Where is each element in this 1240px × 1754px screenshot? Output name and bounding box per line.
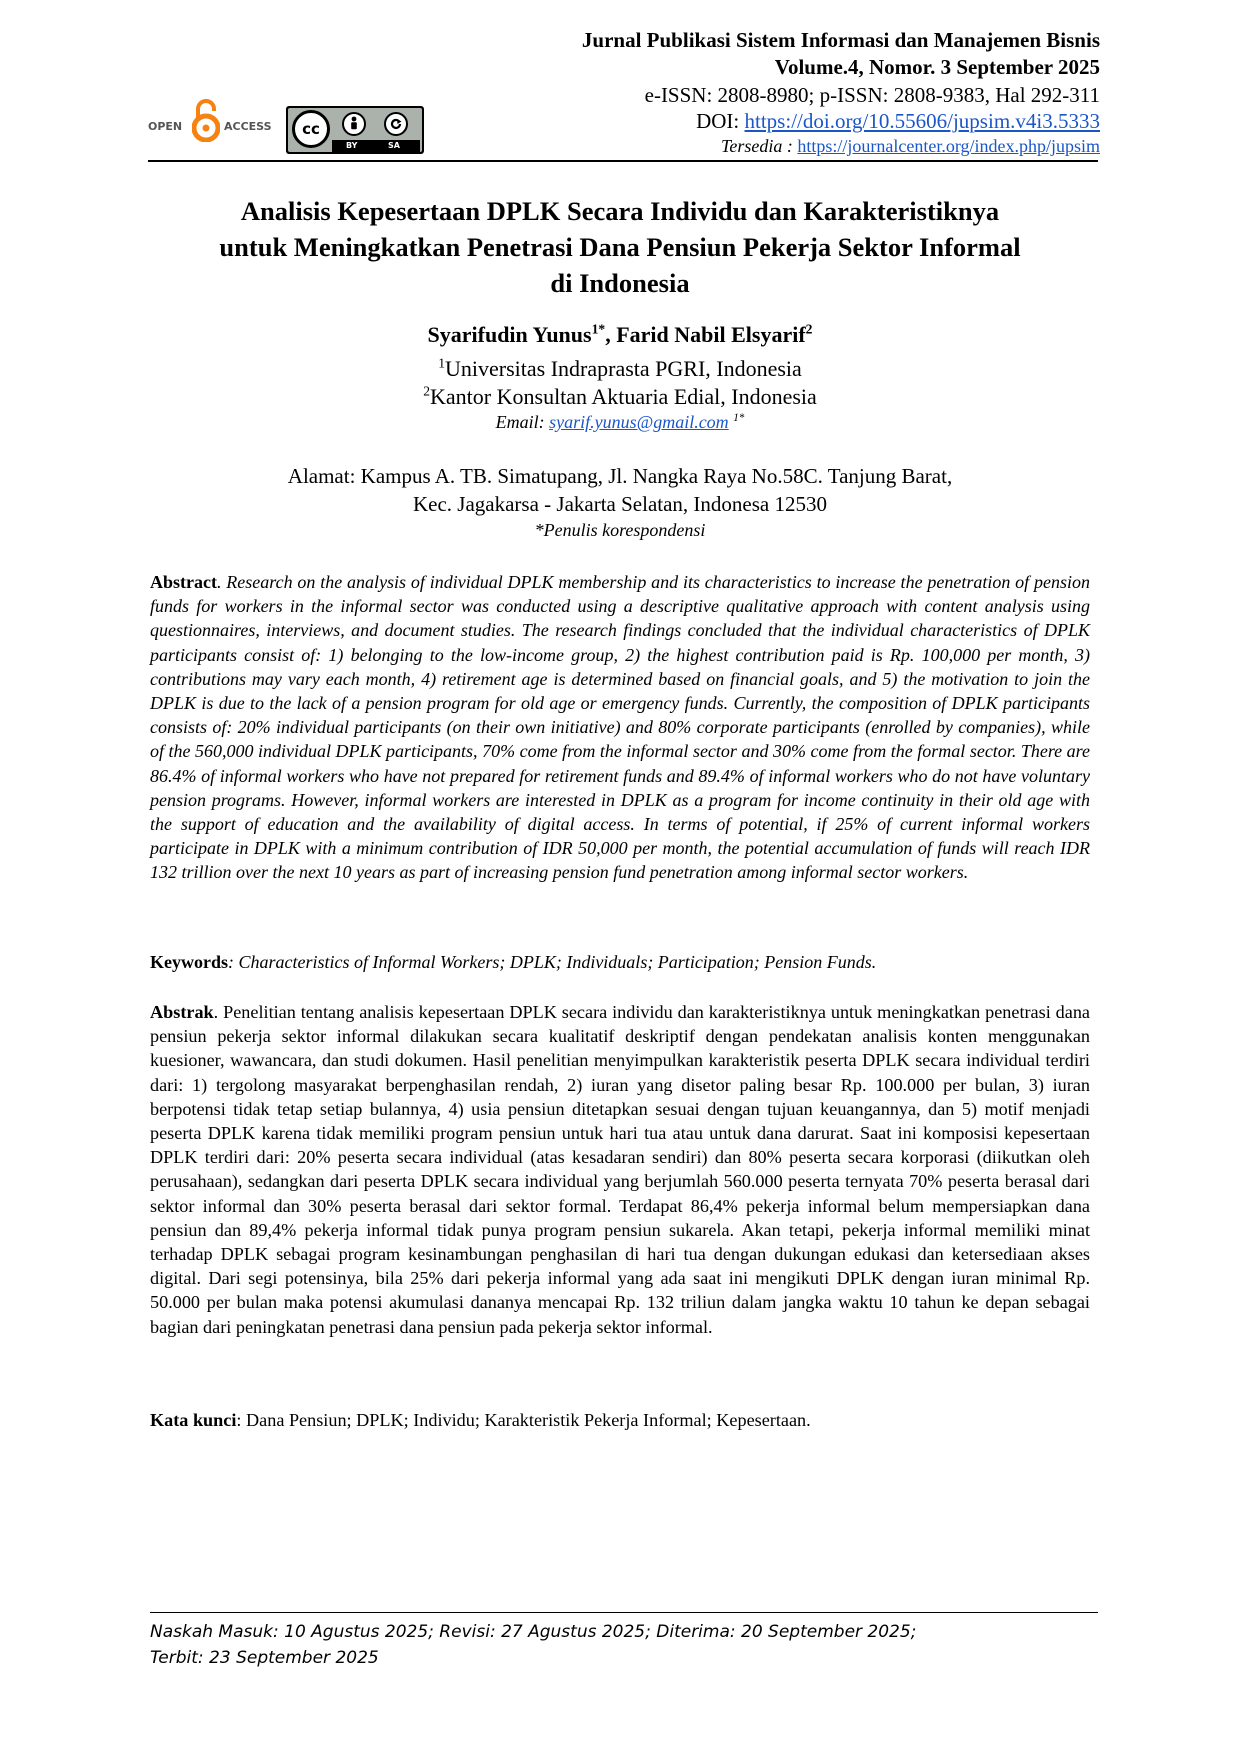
keywords-english xyxy=(150,950,1090,974)
cc-by-person-icon xyxy=(342,112,366,136)
journal-volume: Volume.4, Nomor. 3 September 2025 xyxy=(774,55,1100,79)
title-line: Analisis Kepesertaan DPLK Secara Individu dan Karakteristiknya xyxy=(240,196,1000,226)
cc-sa-share-alike-icon xyxy=(384,112,408,136)
affiliation xyxy=(150,384,1090,410)
cc-sa-label: SA xyxy=(388,141,400,150)
title-line: untuk Meningkatkan Penetrasi Dana Pensiun Pekerja Sektor Informal xyxy=(219,232,1021,262)
affiliation-name: Kantor Konsultan Aktuaria Edial, Indonesia xyxy=(430,384,817,409)
abstrak-text: . Penelitian tentang analisis kepesertaan DPLK secara individu dan karakteristiknya untuk meningkatkan penetrasi dana pensiun pekerja sektor informal dilakukan secara kualitatif deskriptif dengan pendekatan analisis konten menggunakan kuesioner, wawancara, dan studi dokumen. Hasil penelitian menyimpulkan karakteristik peserta DPLK secara individual terdiri dari: 1) tergolong masyarakat berpenghasilan rendah, 2) iuran yang disetor paling besar Rp. 100.000 per bulan, 3) iuran berpotensi tidak tetap setiap bulannya, 4) usia pensiun ditetapkan sesuai dengan tujuan keuangannya, dan 5) motif menjadi peserta DPLK karena tidak memiliki program pensiun untuk hari tua atau untuk dana darurat. Saat ini komposisi kepesertaan DPLK terdiri dari: 20% peserta secara individual (atas kesadaran sendiri) dan 80% peserta secara korporasi (diikutkan oleh perusahaan), sedangkan dari peserta DPLK secara individual yang berjumlah 560.000 peserta ternyata 70% peserta berasal dari sektor informal dan 30% peserta berasal dari sektor formal. Terdapat 86,4% pekerja informal belum mempersiapkan dana pensiun dan 89,4% pekerja informal tidak punya program pensiun sukarela. Akan tetapi, pekerja informal memiliki minat terhadap DPLK sebagai program kesinambungan penghasilan di hari tua dengan dukungan edukasi dan ketersediaan akses digital. Dari segi potensinya, bila 25% dari pekerja informal yang ada saat ini mengikuti DPLK dengan iuran minimal Rp. 50.000 per bulan maka potensi akumulasi dananya mencapai Rp. 132 triliun dalam jangka waktu 10 tahun ke depan sebagai bagian dari peningkatan penetrasi dana pensiun pada pekerja sektor informal. xyxy=(150,1002,1090,1337)
author-name: Farid Nabil Elsyarif xyxy=(616,322,806,347)
email-mark: 1* xyxy=(733,412,745,424)
author-name: Syarifudin Yunus xyxy=(427,322,592,347)
abstract-english xyxy=(150,570,1090,885)
doi-label: DOI: xyxy=(696,109,745,133)
cc-license-icon: cc xyxy=(292,110,330,148)
cc-license-badge[interactable] xyxy=(286,106,424,154)
kata-kunci-label: Kata kunci xyxy=(150,1410,237,1430)
corresponding-note: *Penulis korespondensi xyxy=(534,520,706,540)
open-access-word-right: ACCESS xyxy=(224,120,272,133)
abstract-indonesian xyxy=(150,1000,1090,1339)
open-access-logo xyxy=(148,94,278,154)
author-affiliation-mark: 2 xyxy=(805,321,813,337)
abstrak-label: Abstrak xyxy=(150,1002,214,1022)
address-line: Kec. Jagakarsa - Jakarta Selatan, Indonesa 12530 xyxy=(412,492,827,516)
keywords-text: : Characteristics of Informal Workers; DPLK; Individuals; Participation; Pension Funds. xyxy=(228,952,877,972)
submission-dates: Naskah Masuk: 10 Agustus 2025; Revisi: 27 Agustus 2025; Diterima: 20 September 2025; xyxy=(150,1622,917,1642)
email-label: Email: xyxy=(495,412,550,432)
available-label: Tersedia : xyxy=(721,136,798,156)
author-list xyxy=(150,322,1090,348)
author-email xyxy=(150,412,1090,433)
available-line xyxy=(721,136,1100,157)
header-divider xyxy=(148,160,1098,162)
journal-name: Jurnal Publikasi Sistem Informasi dan Manajemen Bisnis xyxy=(581,28,1100,52)
journal-website-link[interactable]: https://journalcenter.org/index.php/jupsim xyxy=(797,136,1100,156)
doi-link[interactable]: https://doi.org/10.55606/jupsim.v4i3.5333 xyxy=(744,109,1100,133)
publication-date: Terbit: 23 September 2025 xyxy=(150,1648,379,1668)
author-separator: , xyxy=(605,322,617,347)
affiliation xyxy=(150,356,1090,382)
affiliation-mark: 2 xyxy=(423,383,431,399)
author-affiliation-mark: 1* xyxy=(591,321,606,337)
abstract-text: . Research on the analysis of individual DPLK membership and its characteristics to increase the penetration of pension funds for workers in the informal sector was conducted using a descriptive qualitative approach with content analysis using questionnaires, interviews, and document studies. The research findings concluded that the individual characteristics of DPLK participants consist of: 1) belonging to the low-income group, 2) the highest contribution paid is Rp. 100,000 per month, 3) contributions may vary each month, 4) retirement age is determined based on financial goals, and 5) the motivation to join the DPLK is due to the lack of a pension program for old age or emergency funds. Currently, the composition of DPLK participants consists of: 20% individual participants (on their own initiative) and 80% corporate participants (enrolled by companies), while of the 560,000 individual DPLK participants, 70% come from the informal sector and 30% come from the formal sector. There are 86.4% of informal workers who have not prepared for retirement funds and 89.4% of informal workers who do not have voluntary pension programs. However, informal workers are interested in DPLK as a program for income continuity in their old age with the support of education and the availability of digital access. In terms of potential, if 25% of current informal workers participate in DPLK with a minimum contribution of IDR 50,000 per month, the potential accumulation of funds will reach IDR 132 trillion over the next 10 years as part of increasing pension fund penetration among informal sector workers. xyxy=(150,572,1090,883)
open-access-word-left: OPEN xyxy=(148,120,183,133)
address-line: Alamat: Kampus A. TB. Simatupang, Jl. Nangka Raya No.58C. Tanjung Barat, xyxy=(287,464,953,488)
cc-by-label: BY xyxy=(346,141,358,150)
kata-kunci-text: : Dana Pensiun; DPLK; Individu; Karakteristik Pekerja Informal; Kepesertaan. xyxy=(236,1410,811,1430)
keywords-indonesian xyxy=(150,1408,1090,1432)
open-access-lock-icon xyxy=(192,98,220,142)
title-line: di Indonesia xyxy=(550,268,690,298)
affiliation-name: Universitas Indraprasta PGRI, Indonesia xyxy=(445,356,802,381)
cc-terms-bar xyxy=(332,140,420,152)
journal-issn: e-ISSN: 2808-8980; p-ISSN: 2808-9383, Hal 292-311 xyxy=(644,83,1100,107)
abstract-label: Abstract xyxy=(150,572,217,592)
footer-divider xyxy=(150,1612,1098,1613)
doi-line xyxy=(696,109,1100,134)
paper-title xyxy=(150,193,1090,301)
keywords-label: Keywords xyxy=(150,952,228,972)
email-link[interactable]: syarif.yunus@gmail.com xyxy=(549,412,729,432)
affiliation-mark: 1 xyxy=(438,355,445,371)
